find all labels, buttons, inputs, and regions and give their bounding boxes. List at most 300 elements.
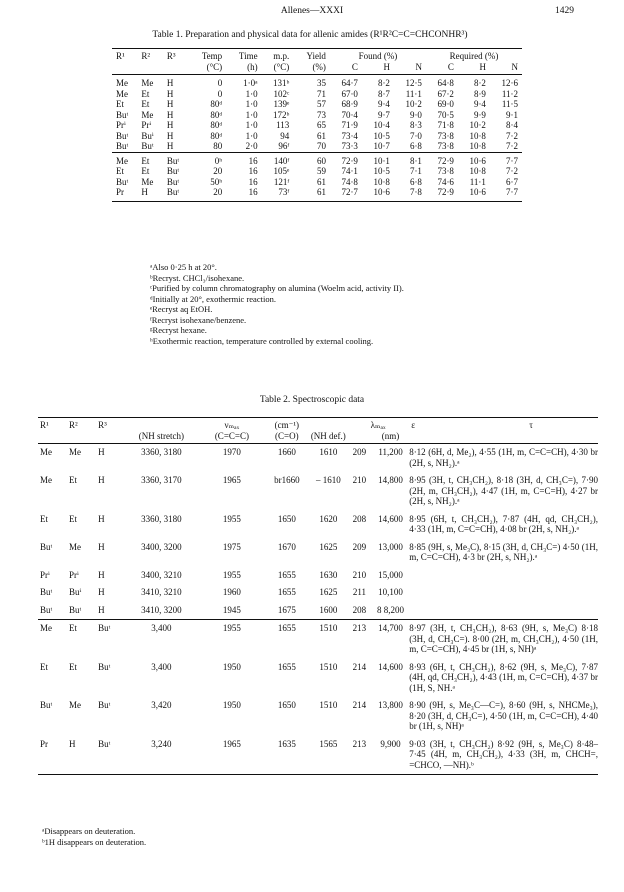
table1-header-cell: R¹	[112, 49, 137, 62]
table-cell: 121ᶠ	[273, 176, 290, 187]
table1-header-cell: Time	[226, 49, 261, 62]
table-cell: 73·4	[341, 130, 358, 141]
table-cell: 11·2	[501, 88, 518, 99]
table1-header-cell: C	[426, 62, 458, 75]
table2-header-cell: R¹	[38, 418, 67, 431]
table-cell: 3400, 3210	[141, 569, 182, 580]
table-cell: Me	[40, 475, 52, 485]
table-cell: 1955	[222, 513, 241, 524]
table1-header-row	[112, 49, 522, 62]
table-cell: 7·7	[490, 187, 522, 201]
table-cell: Me	[141, 176, 154, 187]
table-cell: 1675	[277, 604, 296, 615]
table-cell: H	[98, 569, 105, 580]
table-cell: 11·1	[469, 176, 486, 187]
table-cell: 71	[316, 88, 326, 99]
table-cell: Buᵗ	[98, 661, 111, 672]
table-cell: 8·95 (3H, t, CH₃CH₂), 8·18 (3H, d, CH₃C=), 7·90 (2H, m, CH₃CH₂), 4·47 (1H, m, C=C=H), 4·27 br (2H, s, NH₂).ᵃ	[409, 475, 598, 506]
table-cell: 1·0	[245, 109, 258, 120]
table-cell: H	[166, 130, 174, 141]
table-row	[38, 697, 598, 736]
table-cell: Buᵗ	[40, 700, 53, 710]
table-cell: Me	[141, 78, 154, 88]
table-cell: 72·9	[426, 187, 458, 201]
running-head	[0, 6, 624, 20]
table-cell: H	[166, 141, 174, 151]
table-cell: 80ᵈ	[210, 109, 223, 120]
table-cell: Buᵗ	[116, 176, 129, 187]
table-cell: 8·7	[377, 88, 390, 99]
table-row	[112, 89, 522, 100]
table-cell: 7·0	[409, 130, 422, 141]
table-cell: 3360, 3180	[141, 447, 182, 457]
table1-header-cell: Found (%)	[330, 49, 426, 62]
table-cell: 1510	[319, 700, 338, 710]
table-cell: 74·6	[437, 176, 454, 187]
table-cell: 3410, 3210	[141, 587, 182, 597]
table1-caption: Table 1. Preparation and physical data for allenic amides (R¹R²C=C=CHCONHR³)	[152, 30, 468, 40]
table-row	[38, 736, 598, 775]
table1-group-tbutyl-amides	[112, 152, 522, 201]
table-cell: 214	[352, 661, 367, 672]
table-cell: 3,400	[123, 620, 200, 659]
table-row	[38, 620, 598, 659]
table-cell: 0ʰ	[188, 152, 226, 166]
table-cell	[409, 567, 598, 585]
table-cell: 210	[352, 569, 367, 580]
table-cell: 74·8	[341, 176, 358, 187]
table-cell: 1625	[319, 587, 338, 597]
table-cell: 10·6	[362, 187, 394, 201]
table2-header-cell: λₘₐₓ	[347, 418, 409, 431]
table-cell: 214	[352, 700, 367, 710]
table1-header-cell: Required (%)	[426, 49, 522, 62]
table-cell: 11,200	[378, 447, 403, 457]
table-cell: H	[166, 99, 174, 109]
table-cell: 131ᵇ	[272, 78, 290, 88]
table2-caption: Table 2. Spectroscopic data	[259, 395, 365, 405]
table-cell: 72·9	[426, 152, 458, 166]
table-cell: 1·0	[245, 130, 258, 141]
table-cell: H	[166, 120, 174, 130]
table-cell: 13,800	[378, 700, 403, 710]
table1-header-cell: R³	[163, 49, 188, 62]
table-cell: Buᵗ	[166, 176, 180, 187]
table-cell: 50ʰ	[210, 176, 223, 187]
table-cell: 14,700	[372, 620, 409, 659]
table-cell: 1·0	[245, 88, 258, 99]
table-cell: Me	[40, 447, 52, 457]
table-cell: 208	[352, 604, 367, 615]
table-cell: 1620	[319, 513, 338, 524]
table-cell: Et	[141, 166, 150, 176]
table1-header-cell: N	[490, 62, 522, 75]
table-row	[112, 141, 522, 152]
table-cell: 3410, 3200	[141, 604, 182, 615]
table-cell: Buⁱ	[141, 130, 154, 141]
table-row	[38, 444, 598, 473]
table-cell: 10·5	[373, 166, 390, 176]
table-cell: 6·8	[409, 141, 422, 151]
table-cell: 20	[213, 166, 223, 176]
table-cell: Me	[116, 88, 128, 99]
table-cell: 80ᵈ	[210, 120, 223, 130]
table-cell: 71·8	[437, 120, 454, 130]
table-cell: 9·03 (3H, t, CH₃CH₂) 8·92 (9H, s, Me₃C) 8·48–7·45 (4H, m, CH₃CH₂), 4·33 (3H, m, CHCH=, =CHCO, —NH).ᵇ	[409, 736, 598, 775]
table-cell: 16	[248, 176, 258, 187]
table2-header-row	[38, 431, 598, 444]
table2-header-cell: (NH stretch)	[123, 431, 200, 444]
table-cell: 1955	[200, 620, 264, 659]
table-cell: 139ᵉ	[273, 99, 290, 109]
table-cell: Et	[40, 513, 48, 524]
table-cell: 1650	[277, 700, 296, 710]
table-cell: 10,100	[378, 587, 403, 597]
table-cell: – 1610	[315, 475, 341, 485]
table-cell: 10·8	[469, 141, 486, 151]
table2-header-cell: ε	[411, 420, 415, 430]
table-cell: H	[98, 475, 105, 485]
table2-group-tbutyl-amides	[38, 620, 598, 775]
table1-header-cell: (h)	[226, 62, 261, 75]
table-cell: 1510	[319, 661, 338, 672]
table-cell: 10·4	[373, 120, 390, 130]
table-cell: 10·6	[458, 187, 490, 201]
table-cell: Pr	[112, 187, 137, 201]
table-cell: 70·4	[341, 109, 358, 120]
table-cell: Buᵗ	[96, 736, 123, 775]
table-cell: 1625	[319, 541, 338, 552]
table-cell: Prⁱ	[69, 569, 79, 580]
table-cell: Et	[40, 661, 48, 672]
table-cell: 7·7	[490, 152, 522, 166]
table1-header-cell: (°C)	[188, 62, 226, 75]
table-cell: 7·1	[409, 166, 422, 176]
table1-group-amides	[112, 75, 522, 153]
table-cell: Et	[69, 513, 78, 524]
table-cell: 8·2	[473, 78, 486, 88]
table-cell: 1630	[319, 569, 338, 580]
table-cell: 11·1	[405, 88, 422, 99]
table-cell: Me	[141, 109, 154, 120]
table-cell: 61	[316, 130, 326, 141]
table-cell: Et	[69, 661, 78, 672]
table-row	[38, 602, 598, 620]
table-cell: H	[166, 109, 174, 120]
table-cell: H	[98, 604, 105, 615]
table-cell: Prⁱ	[116, 120, 126, 130]
table-cell: 8·9	[473, 88, 486, 99]
table-cell: 14,600	[378, 513, 403, 524]
table-cell: 0	[217, 88, 223, 99]
table-cell: 10·6	[458, 152, 490, 166]
footnote: ᶜPurified by column chromatography on alumina (Woelm acid, activity II).	[150, 283, 404, 293]
footnote: ᵇ1H disappears on deuteration.	[42, 836, 147, 847]
table-cell: H	[166, 88, 174, 99]
table-cell: 9·4	[377, 99, 390, 109]
table-row	[38, 584, 598, 602]
table2-header-cell: (cm⁻¹)	[264, 418, 310, 431]
table-cell: 8·97 (3H, t, CH₃CH₂), 8·63 (9H, s, Me₃C) 8·18 (3H, d, CH₃C=). 8·00 (2H, m, CH₃CH₂), 4·50 (1H, m, C=C=CH), 4·45 br (1H, s, NH)ᵃ	[409, 620, 598, 659]
table-cell: 9,900	[372, 736, 409, 775]
table2-header-cell: (NH def.)	[310, 431, 347, 444]
table-cell: 0	[217, 78, 223, 88]
table-cell: 6·8	[409, 176, 422, 187]
table-cell: 1655	[277, 569, 296, 580]
table-cell: 1660	[277, 447, 296, 457]
table-cell: Me	[112, 152, 137, 166]
footnote: ᵇRecryst. CHCl₃/isohexane.	[150, 272, 245, 283]
table-cell: 1·0	[245, 120, 258, 130]
table-cell: 80	[213, 141, 223, 151]
table-cell: 9·9	[473, 109, 486, 120]
table-cell: Et	[67, 620, 96, 659]
table-cell: H	[98, 587, 105, 597]
table-cell: 14,800	[378, 475, 403, 485]
table-cell: 1965	[222, 475, 241, 485]
footnote: ᵉRecryst aq EtOH.	[150, 304, 213, 314]
table-cell: 74·1	[341, 166, 358, 176]
table1-header-row	[112, 62, 522, 75]
table-cell: Et	[116, 166, 124, 176]
running-head-title: Allenes—XXXI	[280, 6, 344, 16]
table-row	[38, 539, 598, 567]
table-cell: 7·2	[506, 130, 518, 141]
table-cell: 10·2	[405, 99, 422, 109]
table-cell: Buᵗ	[40, 541, 53, 552]
table-cell: 8·12 (6H, d, Me₂), 4·55 (1H, m, C=C=CH), 4·30 br (2H, s, NH₂).ᵃ	[409, 447, 598, 468]
table-cell: 10·7	[373, 141, 390, 151]
table-cell: 61	[316, 176, 326, 187]
table-cell: 8·1	[394, 152, 426, 166]
table-cell: 73ᶠ	[262, 187, 294, 201]
table1-footnotes	[150, 262, 404, 346]
table-cell: 1·0	[245, 99, 258, 109]
table-cell: 1635	[264, 736, 310, 775]
table-cell: Et	[141, 99, 150, 109]
table-cell: 70·5	[437, 109, 454, 120]
table-cell: 9·4	[473, 99, 486, 109]
table-cell: 102ᶜ	[273, 88, 290, 99]
table-cell: 9·0	[409, 109, 422, 120]
table-cell: 67·0	[341, 88, 358, 99]
table-cell: 209	[352, 447, 367, 457]
table-row	[38, 511, 598, 539]
table-cell: 1655	[264, 620, 310, 659]
table-cell: H	[98, 447, 105, 457]
table1-header-cell: R²	[137, 49, 162, 62]
table2-header-cell: (C=C=C)	[200, 431, 264, 444]
table-row	[112, 131, 522, 142]
table1-header-cell: H	[458, 62, 490, 75]
table2-group-amides	[38, 444, 598, 620]
table-cell: Me	[69, 447, 82, 457]
table1-header-cell: Yield	[293, 49, 330, 62]
table-cell: Buᵗ	[116, 109, 129, 120]
table-cell: 211	[352, 587, 366, 597]
table-cell: 10·1	[362, 152, 394, 166]
table-cell: 8·4	[506, 120, 518, 130]
table1-header-cell: (°C)	[262, 62, 294, 75]
table2-header-cell: νₘₐₓ	[200, 418, 264, 431]
table-cell: 13,000	[378, 541, 403, 552]
footnote: ᵍRecryst hexane.	[150, 325, 207, 335]
table-cell: 208	[352, 513, 367, 524]
table-cell: 14,600	[378, 661, 403, 672]
table-cell: H	[166, 78, 174, 88]
table-cell: 70	[316, 141, 326, 151]
table-cell: Me	[69, 700, 82, 710]
table-cell: 209	[352, 541, 367, 552]
table-cell: Buᵗ	[40, 604, 53, 615]
table-cell: Buᵗ	[163, 152, 188, 166]
table-cell: 64·7	[341, 78, 358, 88]
table-cell: 210	[352, 475, 367, 485]
table-cell: 12·5	[405, 78, 422, 88]
table-cell: Prⁱ	[141, 120, 152, 130]
table-cell: 96ᶠ	[278, 141, 290, 151]
table-cell: 10·8	[373, 176, 390, 187]
table2-header-row	[38, 418, 598, 431]
table-cell: 7·2	[506, 166, 518, 176]
table-cell: 8·93 (6H, t, CH₃CH₂), 8·62 (9H, s, Me₃C), 7·87 (4H, qd, CH₃CH₂), 4·43 (1H, m, C=C=CH), 4·37 br (1H, S, NH.ᵃ	[409, 661, 598, 693]
table-cell: 73·8	[437, 141, 454, 151]
footnote: ʰExothermic reaction, temperature controlled by external cooling.	[150, 335, 374, 346]
table-cell: 35	[316, 78, 326, 88]
table-cell: 213	[347, 736, 372, 775]
table-cell: 80ᵈ	[210, 99, 223, 109]
table-cell: 1565	[310, 736, 347, 775]
table-cell: 10·8	[469, 166, 486, 176]
table1	[112, 48, 522, 202]
table-cell: 3,420	[151, 700, 172, 710]
table-row	[112, 166, 522, 177]
table-cell: Buᵗ	[163, 187, 188, 201]
table-cell: 1670	[277, 541, 296, 552]
table-cell: H	[67, 736, 96, 775]
table-row	[112, 99, 522, 110]
table2-header-cell: R³	[96, 418, 123, 431]
table-cell: 3400, 3200	[141, 541, 182, 552]
table-cell: 10·8	[469, 130, 486, 141]
table-cell: Et	[137, 152, 162, 166]
table-cell	[409, 584, 598, 602]
table-cell: 9·1	[506, 109, 518, 120]
table-cell: 15,000	[378, 569, 403, 580]
table-cell: 8·90 (9H, s, Me₃C—C=), 8·60 (9H, s, NHCMe₃), 8·20 (3H, d, CH₃C=), 4·50 (1H, m, C=C=CH), 4·40 br (1H, s, NH)ᵃ	[409, 700, 598, 731]
table-cell: 10·5	[373, 130, 390, 141]
table1-header-cell: (%)	[293, 62, 330, 75]
table-cell: Buᵗ	[166, 166, 180, 176]
table-cell: 71·9	[341, 120, 358, 130]
table2-header-cell: τ	[529, 420, 533, 430]
table-cell: 1950	[222, 700, 241, 710]
table-cell: 8·2	[377, 78, 390, 88]
table2-header-cell: R²	[67, 418, 96, 431]
table-cell: 12·6	[501, 78, 518, 88]
table-cell: 1·0ᵃ	[243, 78, 258, 88]
table-cell: 73·3	[341, 141, 358, 151]
table-cell: Me	[69, 541, 82, 552]
table-cell: Buⁱ	[69, 587, 82, 597]
table2	[38, 417, 598, 775]
table-cell: 1960	[222, 587, 241, 597]
table1-header-cell: C	[330, 62, 362, 75]
table-cell: Me	[116, 78, 128, 88]
footnote: ᵈInitially at 20°, exothermic reaction.	[150, 293, 276, 304]
table-row	[112, 120, 522, 131]
table-cell: 1955	[222, 569, 241, 580]
table-cell: Pr	[38, 736, 67, 775]
table-row	[112, 187, 522, 201]
table-cell: 1950	[222, 661, 241, 672]
table-cell: 73·8	[437, 166, 454, 176]
table-cell: H	[98, 541, 105, 552]
table-cell: 3360, 3180	[141, 513, 182, 524]
table-cell: 68·9	[341, 99, 358, 109]
table-cell: 1945	[222, 604, 241, 615]
table-cell: 140ᶠ	[262, 152, 294, 166]
table-row	[112, 177, 522, 188]
table-cell: Et	[116, 99, 124, 109]
table-cell: Et	[69, 475, 78, 485]
table-cell: 67·2	[437, 88, 454, 99]
table-cell: 16	[248, 166, 258, 176]
table-cell: 3,400	[151, 661, 172, 672]
table-cell: 1600	[319, 604, 338, 615]
table-cell: 69·0	[437, 99, 454, 109]
table-cell: 7·8	[394, 187, 426, 201]
table2-header-cell: (nm)	[372, 431, 409, 444]
page-number: 1429	[555, 6, 574, 16]
table-row	[112, 110, 522, 121]
table-cell: 8·3	[409, 120, 422, 130]
table-cell: 6·7	[506, 176, 518, 187]
table-cell: 213	[347, 620, 372, 659]
table-cell: Buᵗ	[69, 604, 82, 615]
table-cell: 80ᵈ	[210, 130, 223, 141]
footnote: ᵃDisappears on deuteration.	[42, 826, 136, 836]
table-cell: 72·7	[330, 187, 362, 201]
table-cell: 73	[316, 109, 326, 120]
table1-header-cell: H	[362, 62, 394, 75]
table-cell: 105ᵉ	[273, 166, 290, 176]
table-cell: 72·9	[330, 152, 362, 166]
table-cell: Buᵗ	[98, 700, 111, 710]
table-cell: 1975	[222, 541, 241, 552]
table-cell: 16	[226, 152, 261, 166]
table-cell: H	[98, 513, 105, 524]
table-cell: Prⁱ	[40, 569, 50, 580]
table-cell	[409, 602, 598, 620]
table-cell: 8·95 (6H, t, CH₃CH₂), 7·87 (4H, qd, CH₃CH₂), 4·33 (1H, m, C=C=CH), 4·08 br (2H, s, NH₂).ᵃ	[409, 513, 598, 534]
table-cell: 59	[316, 166, 326, 176]
table-cell: 11·5	[501, 99, 518, 109]
table-cell: br1660	[274, 475, 300, 485]
table1-header-cell: Temp	[188, 49, 226, 62]
table-cell: Et	[141, 88, 150, 99]
table-cell: 16	[226, 187, 261, 201]
table-cell: 1610	[319, 447, 338, 457]
table-cell: 1650	[277, 513, 296, 524]
table-cell: 64·8	[437, 78, 454, 88]
table-cell: H	[137, 187, 162, 201]
table-cell: 10·2	[469, 120, 486, 130]
table-cell: Buᵗ	[96, 620, 123, 659]
table-row	[112, 152, 522, 166]
table-cell: 1510	[310, 620, 347, 659]
table-cell: 172ᵇ	[272, 109, 290, 120]
